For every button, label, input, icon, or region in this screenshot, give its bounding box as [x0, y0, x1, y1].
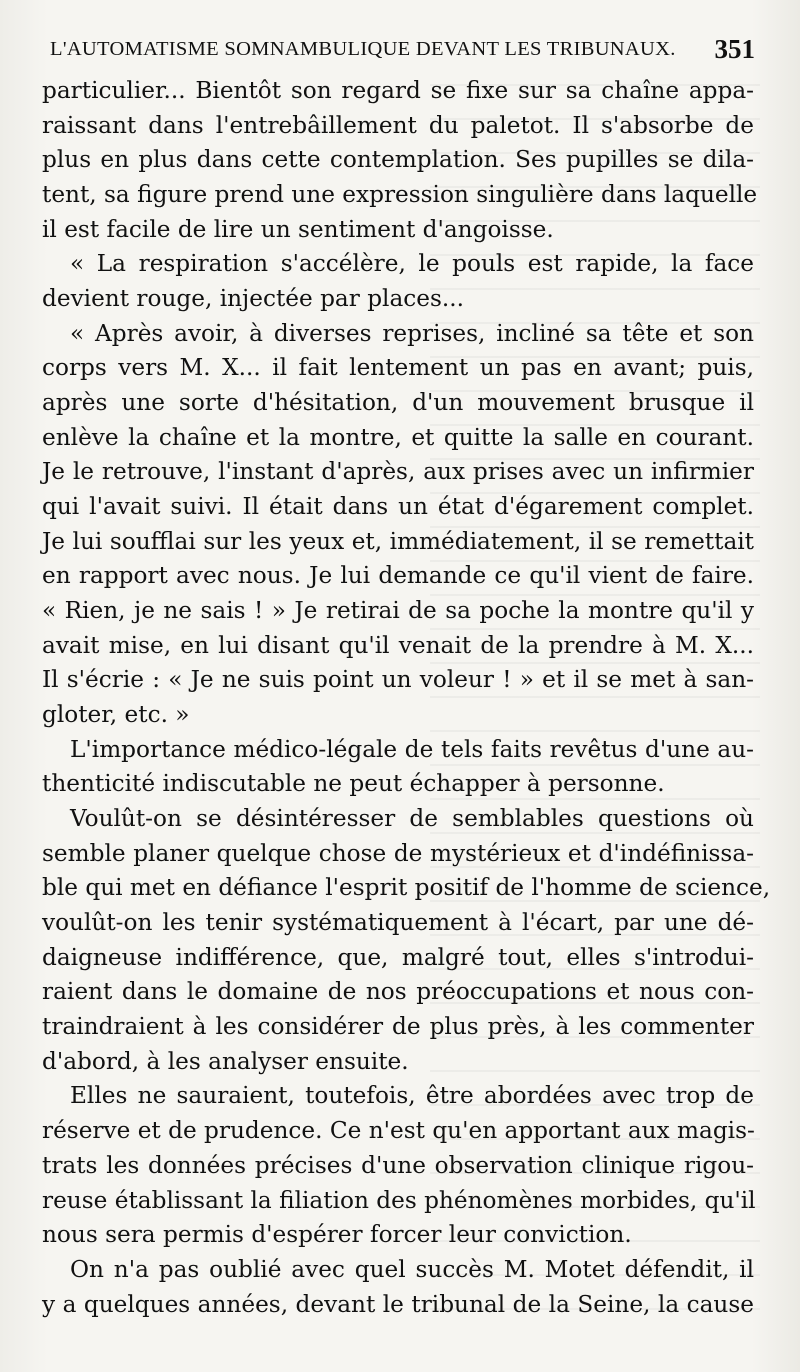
text-line: avait mise, en lui disant qu'il venait de la prendre à M. X...: [42, 631, 754, 659]
text-line: trats les données précises d'une observation clinique rigou-: [42, 1151, 754, 1179]
text-line: daigneuse indifférence, que, malgré tout, elles s'introdui-: [42, 943, 754, 971]
text-line: nous sera permis d'espérer forcer leur conviction.: [42, 1221, 632, 1249]
page-header: [50, 34, 755, 70]
text-line: voulût-on les tenir systématiquement à l'écart, par une dé-: [42, 909, 754, 937]
text-line: « Après avoir, à diverses reprises, incliné sa tête et son: [70, 319, 754, 347]
text-line: tent, sa figure prend une expression singulière dans laquelle: [42, 181, 758, 209]
text-line: L'importance médico-légale de tels faits revêtus d'une au-: [70, 735, 754, 763]
text-line: traindraient à les considérer de plus près, à les commenter: [42, 1013, 754, 1041]
text-line: Voulût-on se désintéresser de semblables questions où: [70, 805, 754, 833]
text-line: « Rien, je ne sais ! » Je retirai de sa poche la montre qu'il y: [42, 597, 754, 625]
page-number: 351: [714, 34, 755, 64]
text-line: Elles ne sauraient, toutefois, être abordées avec trop de: [70, 1082, 754, 1110]
text-line: semble planer quelque chose de mystérieux et d'indéfinissa-: [42, 839, 754, 867]
text-line: « La respiration s'accélère, le pouls est rapide, la face: [70, 250, 754, 278]
text-line: ble qui met en défiance l'esprit positif de l'homme de science,: [42, 874, 771, 902]
text-line: On n'a pas oublié avec quel succès M. Motet défendit, il: [70, 1255, 754, 1283]
text-line: particulier... Bientôt son regard se fixe sur sa chaîne appa-: [42, 77, 754, 104]
text-line: Il s'écrie : « Je ne suis point un voleur ! » et il se met à san-: [42, 666, 754, 694]
running-title: L'AUTOMATISME SOMNAMBULIQUE DEVANT LES TRIBUNAUX.: [50, 38, 676, 60]
text-line: enlève la chaîne et la montre, et quitte la salle en courant.: [42, 423, 754, 451]
text-line: gloter, etc. »: [42, 701, 190, 729]
text-line: Je le retrouve, l'instant d'après, aux prises avec un infirmier: [42, 458, 754, 486]
text-line: réserve et de prudence. Ce n'est qu'en apportant aux magis-: [42, 1117, 755, 1145]
text-line: raissant dans l'entrebâillement du paletot. Il s'absorbe de: [42, 111, 754, 139]
text-line: raient dans le domaine de nos préoccupations et nous con-: [42, 978, 754, 1006]
text-line: qui l'avait suivi. Il était dans un état d'égarement complet.: [42, 493, 754, 521]
text-line: reuse établissant la filiation des phénomènes morbides, qu'il: [42, 1186, 756, 1214]
text-line: plus en plus dans cette contemplation. Ses pupilles se dila-: [42, 146, 754, 174]
text-line: thenticité indiscutable ne peut échapper à personne.: [42, 770, 665, 798]
text-line: après une sorte d'hésitation, d'un mouvement brusque il: [42, 389, 754, 417]
text-line: corps vers M. X... il fait lentement un pas en avant; puis,: [42, 354, 754, 382]
body-text: [42, 74, 771, 1322]
text-line: devient rouge, injectée par places...: [42, 285, 465, 313]
text-line: il est facile de lire un sentiment d'angoisse.: [42, 215, 554, 243]
text-line: en rapport avec nous. Je lui demande ce qu'il vient de faire.: [42, 562, 754, 590]
text-line: d'abord, à les analyser ensuite.: [42, 1047, 409, 1075]
text-line: y a quelques années, devant le tribunal de la Seine, la cause: [42, 1290, 754, 1318]
text-line: Je lui soufflai sur les yeux et, immédiatement, il se remettait: [42, 527, 754, 555]
